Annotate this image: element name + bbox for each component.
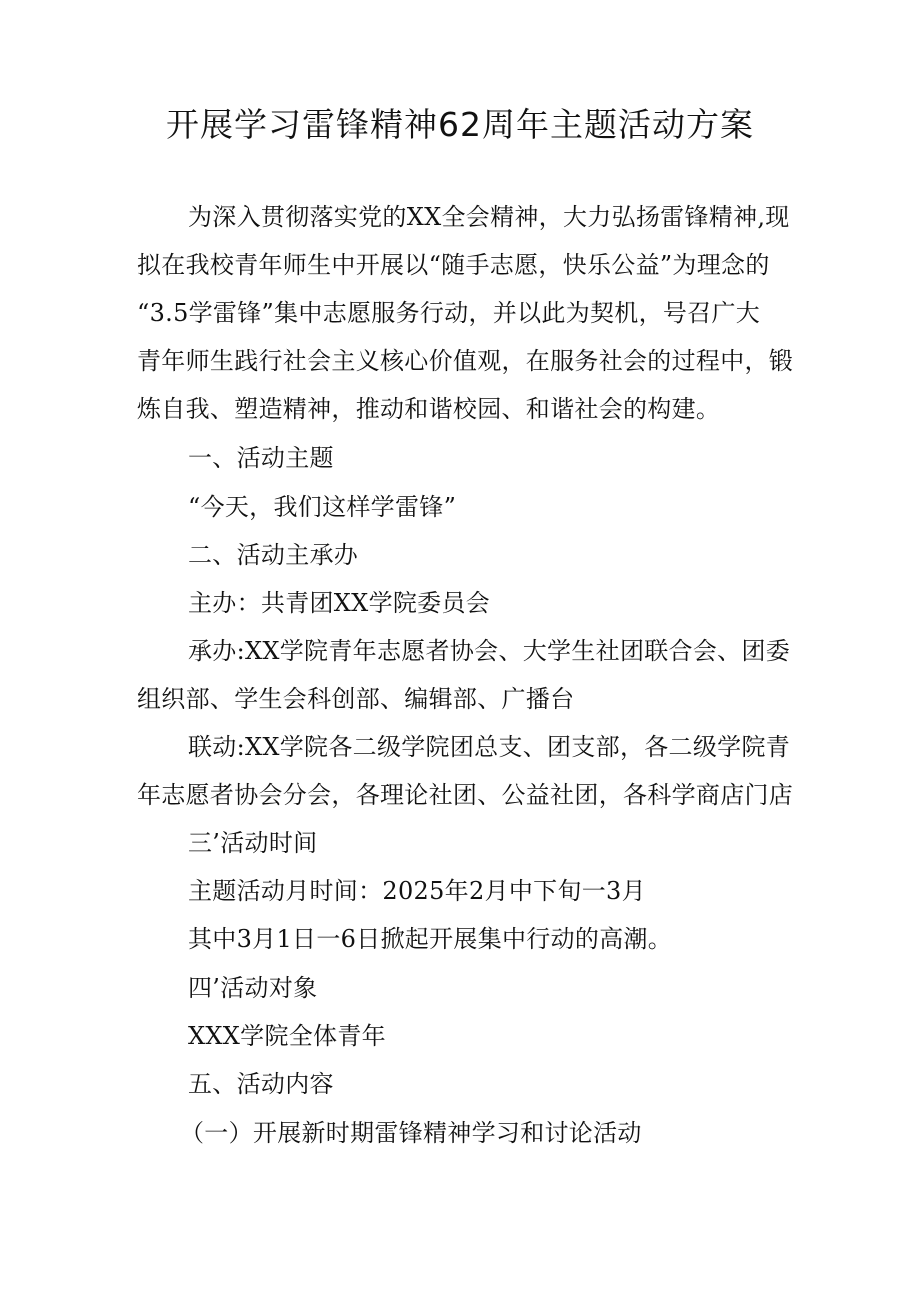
- section-heading: 二、活动主承办: [188, 541, 359, 569]
- section-heading: 四’活动对象: [188, 974, 318, 1002]
- paragraph-line: 主办：共青团XX学院委员会: [188, 589, 491, 617]
- paragraph-line: 为深入贯彻落实党的XX全会精神，大力弘扬雷锋精神,现: [188, 203, 790, 231]
- paragraph-line: 组织部、学生会科创部、编辑部、广播台: [137, 685, 575, 713]
- section-heading: 五、活动内容: [188, 1070, 334, 1098]
- paragraph-line: 主题活动月时间：2025年2月中下旬一3月: [188, 877, 646, 905]
- paragraph-line: 承办:XX学院青年志愿者协会、大学生社团联合会、团委: [188, 637, 791, 665]
- paragraph-line: 联动:XX学院各二级学院团总支、团支部，各二级学院青: [188, 733, 791, 761]
- section-heading: 一、活动主题: [188, 444, 334, 472]
- document-title: 开展学习雷锋精神62周年主题活动方案: [166, 105, 754, 144]
- paragraph-line: 其中3月1日一6日掀起开展集中行动的高潮。: [188, 925, 673, 953]
- section-heading: 三’活动时间: [188, 829, 318, 857]
- subsection-heading: （一）开展新时期雷锋精神学习和讨论活动: [180, 1119, 642, 1147]
- paragraph-line: XXX学院全体青年: [188, 1022, 386, 1050]
- paragraph-line: 青年师生践行社会主义核心价值观，在服务社会的过程中，锻: [137, 347, 794, 375]
- paragraph-line: 炼自我、塑造精神，推动和谐校园、和谐社会的构建。: [137, 395, 721, 423]
- paragraph-line: 年志愿者协会分会，各理论社团、公益社团，各科学商店门店: [137, 781, 794, 809]
- paragraph-line: 拟在我校青年师生中开展以“随手志愿，快乐公益”为理念的: [137, 251, 770, 279]
- paragraph-line: “3.5学雷锋”集中志愿服务行动，并以此为契机，号召广大: [137, 299, 761, 327]
- paragraph-line: “今天，我们这样学雷锋”: [188, 493, 457, 521]
